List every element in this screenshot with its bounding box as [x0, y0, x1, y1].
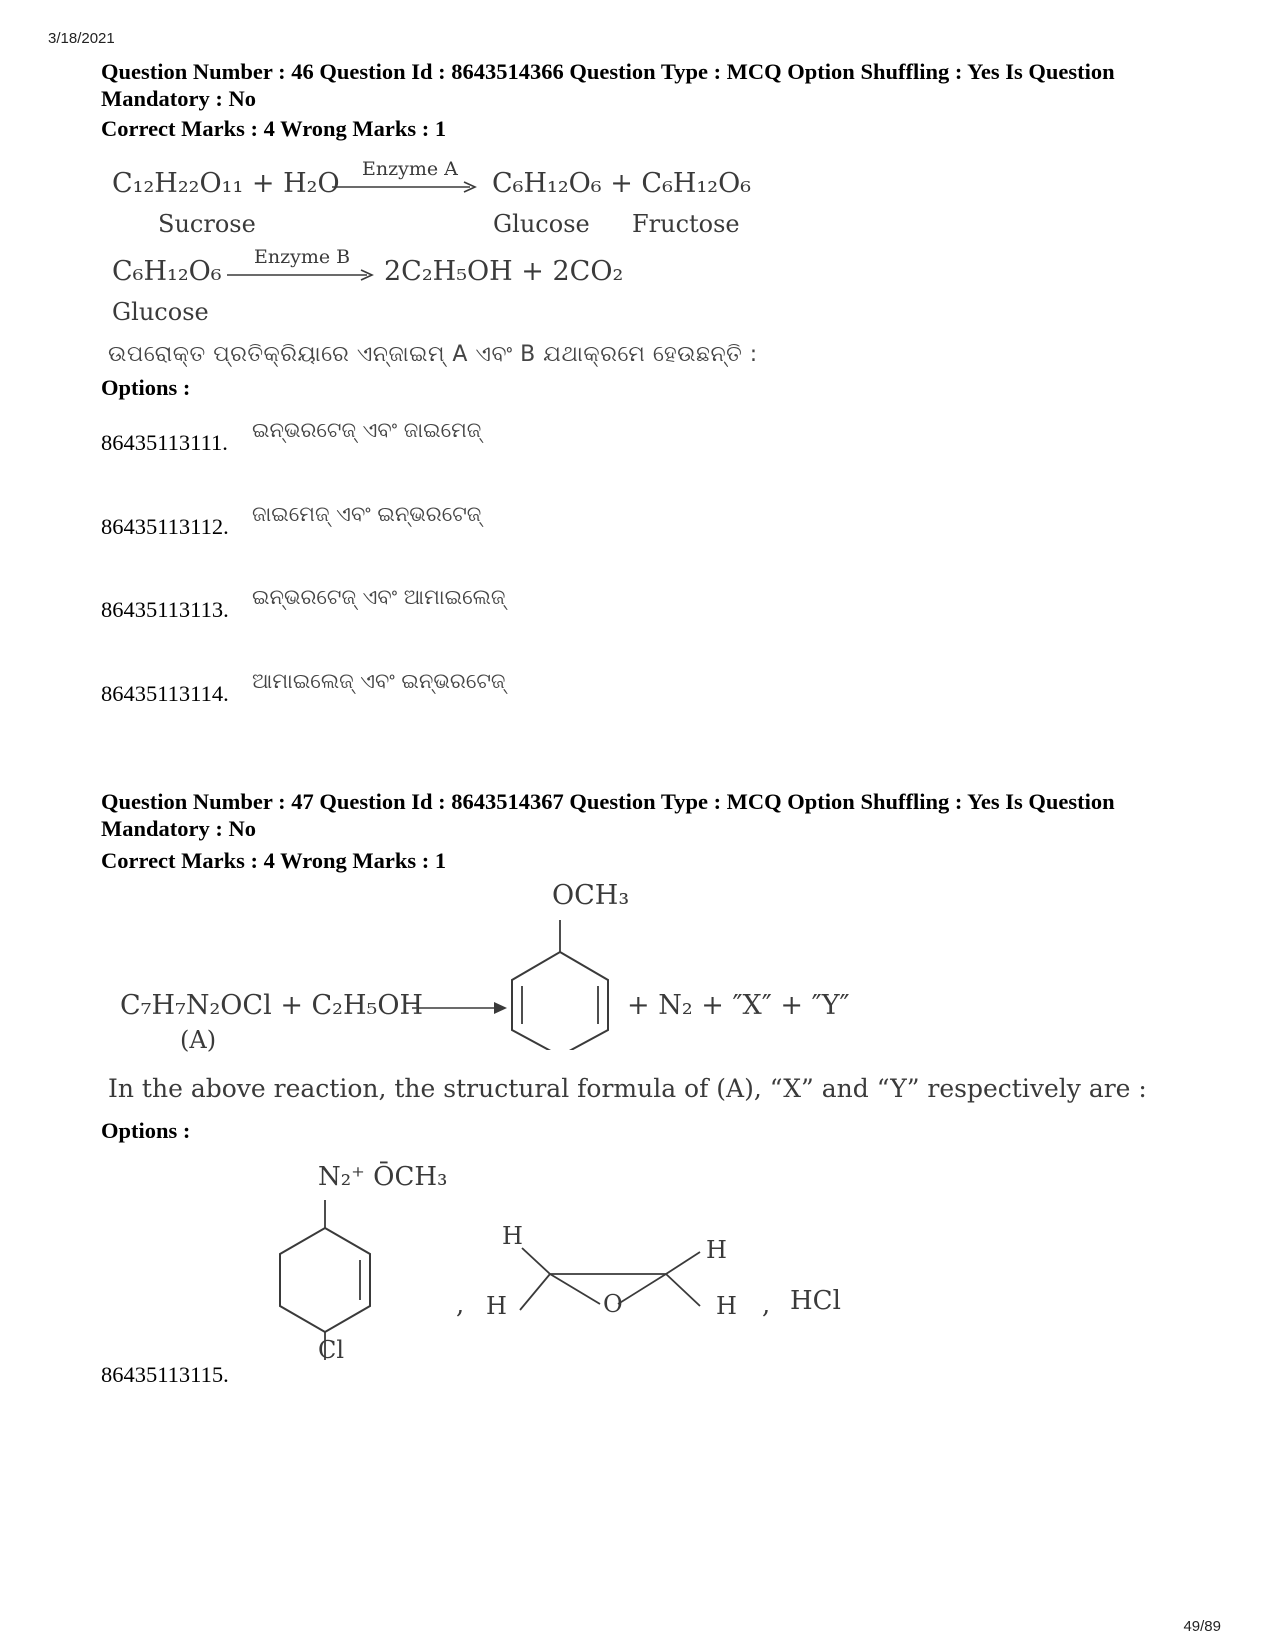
q47-header: Question Number : 47 Question Id : 8643514367 Question Type : MCQ Option Shuffling : Yes Is Question Mandatory : No: [101, 789, 1115, 841]
q46-r1-enzyme: Enzyme A: [362, 158, 458, 180]
epoxide-h-top-left: H: [502, 1222, 523, 1250]
comma-1: ,: [456, 1290, 465, 1320]
q46-r2-rhs: 2C₂H₅OH + 2CO₂: [384, 256, 624, 287]
q46-label-glucose: Glucose: [493, 210, 590, 238]
q46-r2-lhs: C₆H₁₂O₆: [112, 256, 222, 287]
q46-option-2-id: 86435113112.: [101, 514, 229, 539]
q46-option-4-text: ଆମାଇଲେଜ୍ ଏବଂ ଇନ୍‌ଭରଟେଜ୍: [252, 669, 506, 693]
q46-option-3-id: 86435113113.: [101, 597, 229, 622]
q46-marks: Correct Marks : 4 Wrong Marks : 1: [101, 116, 447, 141]
q46-option-3-text: ଇନ୍‌ଭରଟେଜ୍ ଏବଂ ଆମାଇଲେଜ୍: [252, 585, 506, 609]
epoxide-h-top-right: H: [706, 1236, 727, 1264]
q46-option-1-id: 86435113111.: [101, 430, 228, 455]
chloro-label: Cl: [318, 1336, 345, 1364]
q46-r1-arrow-icon: [330, 180, 480, 194]
print-date: 3/18/2021: [48, 30, 115, 47]
q47-products-tail: + N₂ + ″X″ + ″Y″: [627, 990, 850, 1021]
q47-product-substituent: OCH₃: [552, 880, 630, 911]
diazonium-label: N₂⁺ ŌCH₃: [318, 1162, 448, 1192]
q47-question-text: In the above reaction, the structural formula of (A), “X” and “Y” respectively are :: [108, 1074, 1147, 1103]
q46-label-fructose: Fructose: [632, 210, 740, 238]
q46-question-text: ଉପରୋକ୍ତ ପ୍ରତିକ୍ରିୟାରେ ଏନ୍‌ଜାଇମ୍ A ଏବଂ B ଯଥାକ୍ରମେ ହେଉଛନ୍ତି :: [108, 342, 758, 367]
q46-r2-label-glucose: Glucose: [112, 298, 209, 326]
q46-option-1-text: ଇନ୍‌ଭରଟେଜ୍ ଏବଂ ଜାଇମେଜ୍: [252, 418, 482, 442]
q47-option-1-id: 86435113115.: [101, 1362, 229, 1387]
page-number: 49/89: [1183, 1618, 1221, 1635]
q47-reactants: C₇H₇N₂OCl + C₂H₅OH: [120, 990, 424, 1021]
q46-r2-enzyme: Enzyme B: [254, 246, 351, 268]
epoxide-oxygen: O: [603, 1290, 623, 1318]
q46-option-4-id: 86435113114.: [101, 681, 229, 706]
q47-reactant-label: (A): [180, 1026, 217, 1054]
q46-option-2-text: ଜାଇମେଜ୍ ଏବଂ ଇନ୍‌ଭରଟେଜ୍: [252, 502, 482, 526]
q46-r2-arrow-icon: [225, 268, 375, 282]
hcl-label: HCl: [790, 1286, 841, 1316]
epoxide-h-bottom-right: H: [716, 1292, 737, 1320]
ethylene-oxide-structure-icon: [490, 1230, 730, 1340]
epoxide-h-bottom-left: H: [486, 1292, 507, 1320]
q46-header: Question Number : 46 Question Id : 8643514366 Question Type : MCQ Option Shuffling : Yes Is Question Mandatory : No: [101, 59, 1115, 111]
q46-r1-lhs: C₁₂H₂₂O₁₁ + H₂O: [112, 168, 340, 199]
comma-2: ,: [762, 1290, 771, 1320]
q47-arrow-icon: [410, 1000, 510, 1016]
q46-options-label: Options :: [101, 375, 191, 400]
q46-label-sucrose: Sucrose: [158, 210, 256, 238]
q46-r1-rhs: C₆H₁₂O₆ + C₆H₁₂O₆: [492, 168, 752, 199]
q47-marks: Correct Marks : 4 Wrong Marks : 1: [101, 848, 447, 873]
chlorobenzene-diazonium-ring-icon: [270, 1190, 380, 1360]
q47-options-label: Options :: [101, 1118, 191, 1143]
